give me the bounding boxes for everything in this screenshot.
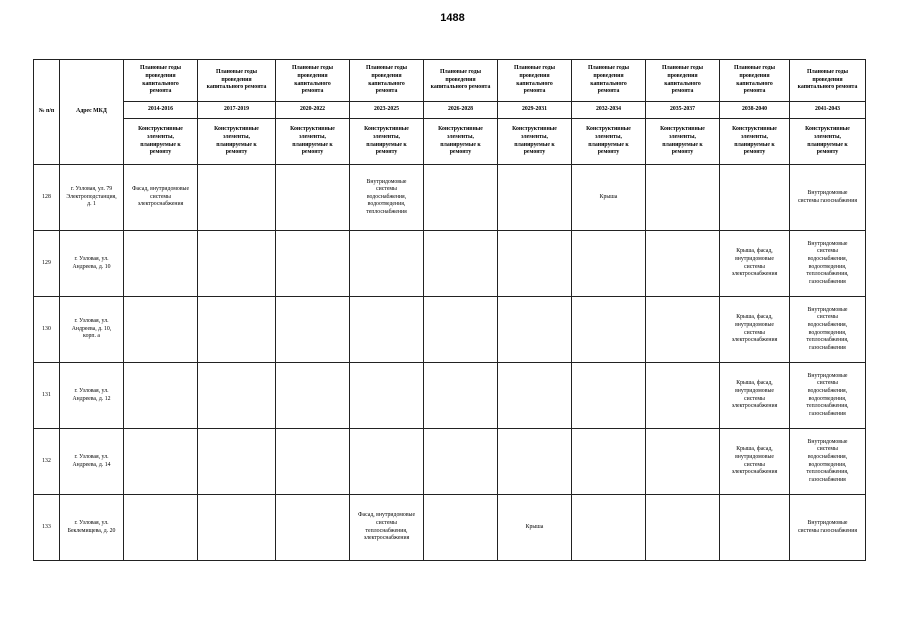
period-heading: Плановые годы проведения капитального ремонта [790, 60, 866, 102]
repair-elements-cell [498, 297, 572, 363]
repair-elements-cell: Внутридомовые системы газоснабжения [790, 165, 866, 231]
repair-elements-cell [124, 429, 198, 495]
period-elements-heading: Конструктивные элементы, планируемые к ремонту [572, 119, 646, 165]
period-years: 2026-2028 [424, 102, 498, 119]
repair-elements-cell [198, 495, 276, 561]
repair-elements-cell [124, 231, 198, 297]
repair-elements-cell [276, 495, 350, 561]
table-row [34, 363, 866, 429]
period-years: 2014-2016 [124, 102, 198, 119]
period-years: 2041-2043 [790, 102, 866, 119]
repair-elements-cell [424, 165, 498, 231]
repair-elements-cell [646, 297, 720, 363]
repair-elements-cell: Крыша [498, 495, 572, 561]
period-heading: Плановые годы проведения капитального ремонта [498, 60, 572, 102]
repair-elements-cell: Внутридомовые системы водоснабжения, водоотведения, теплоснабжения, газоснабжения [790, 429, 866, 495]
period-heading: Плановые годы проведения капитального ремонта [720, 60, 790, 102]
period-years: 2023-2025 [350, 102, 424, 119]
header-row-elements [34, 119, 866, 165]
repair-elements-cell [124, 363, 198, 429]
repair-elements-cell [424, 363, 498, 429]
repair-elements-cell: Внутридомовые системы газоснабжения [790, 495, 866, 561]
column-header-number: № п/п [34, 60, 60, 165]
repair-elements-cell: Крыша, фасад, внутридомовые системы электроснабжения [720, 231, 790, 297]
repair-elements-cell [198, 231, 276, 297]
period-heading: Плановые годы проведения капитального ремонта [572, 60, 646, 102]
row-number: 128 [34, 165, 60, 231]
repair-elements-cell [646, 429, 720, 495]
period-elements-heading: Конструктивные элементы, планируемые к ремонту [720, 119, 790, 165]
period-heading: Плановые годы проведения капитального ремонта [350, 60, 424, 102]
period-years: 2032-2034 [572, 102, 646, 119]
period-years: 2017-2019 [198, 102, 276, 119]
repair-elements-cell [276, 231, 350, 297]
row-address: г. Узловая, ул. Беклемищева, д. 20 [60, 495, 124, 561]
repair-elements-cell [572, 495, 646, 561]
table-row [34, 165, 866, 231]
repair-elements-cell [424, 495, 498, 561]
repair-elements-cell: Внутридомовые системы водоснабжения, водоотведения, теплоснабжения, газоснабжения [790, 363, 866, 429]
repair-elements-cell [646, 495, 720, 561]
row-number: 131 [34, 363, 60, 429]
repair-elements-cell [646, 231, 720, 297]
period-elements-heading: Конструктивные элементы, планируемые к ремонту [276, 119, 350, 165]
repair-elements-cell [124, 495, 198, 561]
row-address: г. Узловая, ул. Андреева, д. 14 [60, 429, 124, 495]
repair-elements-cell [498, 231, 572, 297]
repair-elements-cell [498, 429, 572, 495]
repair-elements-cell [198, 297, 276, 363]
period-years: 2020-2022 [276, 102, 350, 119]
repair-elements-cell: Крыша [572, 165, 646, 231]
row-number: 129 [34, 231, 60, 297]
repair-elements-cell [572, 297, 646, 363]
repair-elements-cell [572, 429, 646, 495]
row-address: г. Узловая, ул. 79 Электроподстанция, д. 1 [60, 165, 124, 231]
repair-elements-cell: Крыша, фасад, внутридомовые системы электроснабжения [720, 363, 790, 429]
repair-elements-cell [350, 231, 424, 297]
row-address: г. Узловая, ул. Андреева, д. 10 [60, 231, 124, 297]
repair-elements-cell [572, 231, 646, 297]
period-heading: Плановые годы проведения капитального ремонта [424, 60, 498, 102]
table-row [34, 297, 866, 363]
period-heading: Плановые годы проведения капитального ремонта [276, 60, 350, 102]
repair-elements-cell [424, 231, 498, 297]
repair-elements-cell [276, 363, 350, 429]
row-address: г. Узловая, ул. Андреева, д. 12 [60, 363, 124, 429]
period-years: 2035-2037 [646, 102, 720, 119]
header-row-years [34, 102, 866, 119]
repair-elements-cell [498, 363, 572, 429]
row-number: 132 [34, 429, 60, 495]
period-years: 2038-2040 [720, 102, 790, 119]
table-row [34, 495, 866, 561]
repair-elements-cell: Фасад, внутридомовые системы теплоснабжения, электроснабжения [350, 495, 424, 561]
period-elements-heading: Конструктивные элементы, планируемые к ремонту [646, 119, 720, 165]
period-heading: Плановые годы проведения капитального ремонта [646, 60, 720, 102]
capital-repair-table [33, 59, 866, 561]
repair-elements-cell [720, 165, 790, 231]
repair-elements-cell [720, 495, 790, 561]
period-elements-heading: Конструктивные элементы, планируемые к ремонту [424, 119, 498, 165]
period-heading: Плановые годы проведения капитального ремонта [198, 60, 276, 102]
page-number: 1488 [440, 12, 465, 24]
repair-elements-cell: Внутридомовые системы водоснабжения, водоотведения, теплоснабжения [350, 165, 424, 231]
row-address: г. Узловая, ул. Андреева, д. 10, корп. а [60, 297, 124, 363]
repair-elements-cell [572, 363, 646, 429]
table-row [34, 429, 866, 495]
repair-elements-cell [198, 363, 276, 429]
repair-elements-cell: Крыша, фасад, внутридомовые системы электроснабжения [720, 429, 790, 495]
repair-elements-cell [424, 429, 498, 495]
row-number: 133 [34, 495, 60, 561]
repair-elements-cell [498, 165, 572, 231]
row-number: 130 [34, 297, 60, 363]
header-row-periods [34, 60, 866, 102]
repair-elements-cell [646, 165, 720, 231]
repair-elements-cell [198, 165, 276, 231]
repair-elements-cell [350, 429, 424, 495]
repair-elements-cell [198, 429, 276, 495]
repair-elements-cell: Внутридомовые системы водоснабжения, водоотведения, теплоснабжения, газоснабжения [790, 231, 866, 297]
repair-elements-cell [424, 297, 498, 363]
repair-elements-cell [276, 297, 350, 363]
table-row [34, 231, 866, 297]
repair-elements-cell: Крыша, фасад, внутридомовые системы электроснабжения [720, 297, 790, 363]
period-elements-heading: Конструктивные элементы, планируемые к ремонту [124, 119, 198, 165]
repair-elements-cell [350, 363, 424, 429]
repair-elements-cell: Внутридомовые системы водоснабжения, водоотведения, теплоснабжения, газоснабжения [790, 297, 866, 363]
period-elements-heading: Конструктивные элементы, планируемые к ремонту [198, 119, 276, 165]
repair-elements-cell [276, 165, 350, 231]
period-heading: Плановые годы проведения капитального ремонта [124, 60, 198, 102]
repair-elements-cell: Фасад, внутридомовые системы электроснабжения [124, 165, 198, 231]
repair-elements-cell [124, 297, 198, 363]
period-elements-heading: Конструктивные элементы, планируемые к ремонту [350, 119, 424, 165]
repair-elements-cell [350, 297, 424, 363]
period-elements-heading: Конструктивные элементы, планируемые к ремонту [498, 119, 572, 165]
column-header-address: Адрес МКД [60, 60, 124, 165]
period-years: 2029-2031 [498, 102, 572, 119]
table-body [34, 60, 866, 561]
repair-elements-cell [646, 363, 720, 429]
repair-elements-cell [276, 429, 350, 495]
period-elements-heading: Конструктивные элементы, планируемые к ремонту [790, 119, 866, 165]
